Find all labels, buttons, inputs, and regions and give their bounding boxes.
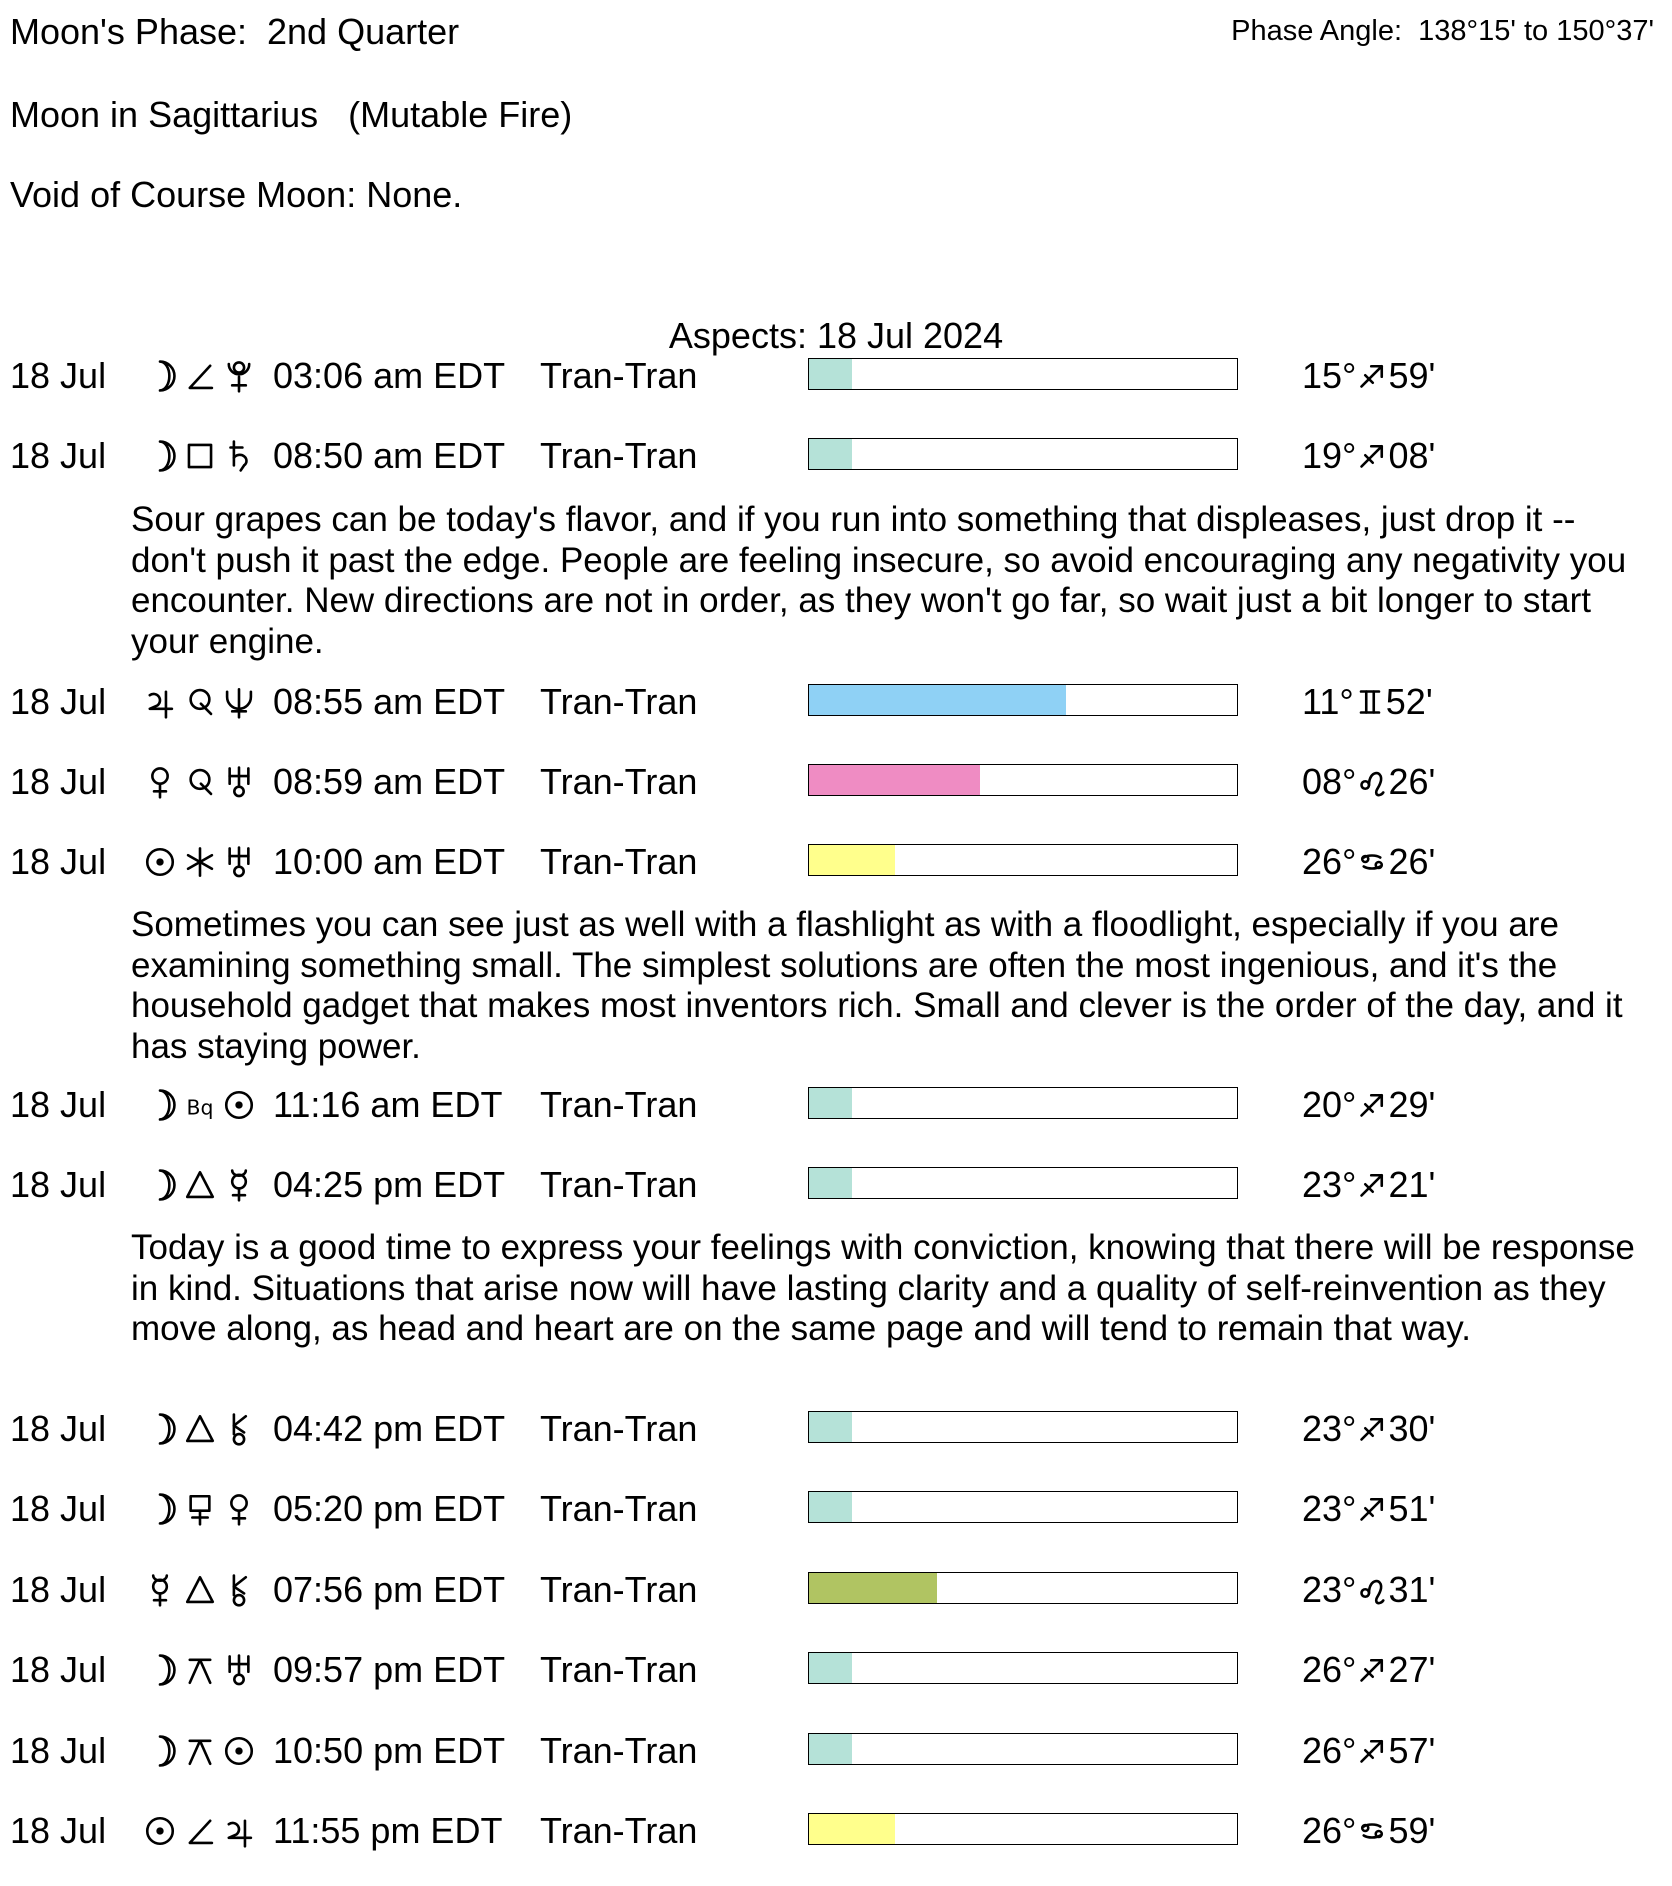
aspect-time: 10:00 am EDT [273, 841, 506, 882]
position-minutes: 26' [1388, 761, 1436, 802]
chiron-icon [222, 1570, 256, 1610]
neptune-icon [222, 682, 256, 722]
aspect-time: 11:55 pm EDT [273, 1810, 503, 1851]
moon-icon [143, 356, 177, 396]
position-minutes: 21' [1388, 1164, 1436, 1205]
strength-bar-fill [809, 1088, 852, 1118]
aspect-type: Tran-Tran [540, 761, 698, 802]
position-degrees: 26° [1302, 1810, 1357, 1851]
strength-bar [808, 358, 1238, 390]
uranus-icon [222, 762, 256, 802]
zodiac-position [1302, 1566, 1435, 1614]
cancer-icon [1357, 1814, 1387, 1848]
moon-icon [143, 1085, 177, 1125]
zodiac-position [1302, 1405, 1435, 1453]
aspect-date: 18 Jul [10, 681, 107, 722]
moon-phase: Moon's Phase: 2nd Quarter [10, 11, 460, 52]
aspect-type: Tran-Tran [540, 1488, 698, 1529]
zodiac-position [1302, 1485, 1435, 1533]
interpretation-text: Sour grapes can be today's flavor, and if you run into something that displeases, just drop it -- don't push it past the edge. People are feeling insecure, so avoid encouraging any negativity you encounter. New directions are not in order, as they won't go far, so wait just a bit longer to start your engine. [131, 500, 1627, 661]
aspect-date: 18 Jul [10, 841, 107, 882]
strength-bar-fill [809, 1653, 852, 1683]
position-degrees: 20° [1302, 1084, 1357, 1125]
position-degrees: 11° [1302, 681, 1354, 722]
strength-bar [808, 1167, 1238, 1199]
aspect-row [0, 352, 1672, 400]
jupiter-icon [222, 1811, 256, 1851]
sun-icon [143, 842, 177, 882]
aspect-row [0, 1405, 1672, 1453]
chiron-icon [222, 1409, 256, 1449]
aspect-row [0, 432, 1672, 480]
strength-bar [808, 1411, 1238, 1443]
trine-icon [183, 1570, 217, 1610]
leo-icon [1357, 765, 1387, 799]
moon-icon [143, 1731, 177, 1771]
aspect-type: Tran-Tran [540, 1569, 698, 1610]
zodiac-position [1302, 1807, 1435, 1855]
aspect-date: 18 Jul [10, 1084, 107, 1125]
quintile-icon [183, 682, 217, 722]
pluto-icon [222, 356, 256, 396]
aspect-date: 18 Jul [10, 1164, 107, 1205]
moon-icon [143, 1165, 177, 1205]
strength-bar-fill [809, 359, 852, 389]
position-minutes: 08' [1388, 435, 1436, 476]
strength-bar-fill [809, 765, 980, 795]
moon-icon [143, 1409, 177, 1449]
position-degrees: 19° [1302, 435, 1357, 476]
strength-bar [808, 1572, 1238, 1604]
position-degrees: 23° [1302, 1488, 1357, 1529]
aspect-date: 18 Jul [10, 435, 107, 476]
zodiac-position [1302, 1646, 1435, 1694]
sun-icon [222, 1085, 256, 1125]
position-degrees: 23° [1302, 1164, 1357, 1205]
aspect-type: Tran-Tran [540, 435, 698, 476]
jupiter-icon [143, 682, 177, 722]
aspect-date: 18 Jul [10, 1408, 107, 1449]
aspect-row [0, 838, 1672, 886]
gemini-icon [1355, 685, 1385, 719]
semisquare-icon [183, 356, 217, 396]
position-degrees: 15° [1302, 355, 1357, 396]
aspect-time: 08:55 am EDT [273, 681, 506, 722]
zodiac-position [1302, 1161, 1435, 1209]
strength-bar [808, 684, 1238, 716]
strength-bar [808, 764, 1238, 796]
saturn-icon [222, 436, 256, 476]
aspect-type: Tran-Tran [540, 1810, 698, 1851]
position-degrees: 26° [1302, 1730, 1357, 1771]
position-degrees: 23° [1302, 1408, 1357, 1449]
aspect-row [0, 1081, 1672, 1129]
aspect-type: Tran-Tran [540, 1649, 698, 1690]
aspect-time: 08:59 am EDT [273, 761, 506, 802]
strength-bar-fill [809, 1492, 852, 1522]
strength-bar [808, 844, 1238, 876]
aspect-date: 18 Jul [10, 1810, 107, 1851]
moon-icon [143, 436, 177, 476]
aspect-row [0, 1566, 1672, 1614]
phase-angle: Phase Angle: 138°15' to 150°37' [1231, 15, 1654, 47]
sun-icon [143, 1811, 177, 1851]
strength-bar-fill [809, 1573, 937, 1603]
trine-icon [183, 1409, 217, 1449]
uranus-icon [222, 842, 256, 882]
interpretation-text: Today is a good time to express your feelings with conviction, knowing that there will be response in kind. Situations that arise now will have lasting clarity and a quality of self-reinvention as they move along, as head and heart are on the same page and will tend to remain that way. [131, 1228, 1635, 1348]
strength-bar-fill [809, 845, 895, 875]
venus-icon [143, 762, 177, 802]
sesquiquadrate-icon [183, 1489, 217, 1529]
position-minutes: 52' [1385, 681, 1433, 722]
leo-icon [1357, 1573, 1387, 1607]
aspect-type: Tran-Tran [540, 1084, 698, 1125]
aspect-time: 07:56 pm EDT [273, 1569, 506, 1610]
position-degrees: 23° [1302, 1569, 1357, 1610]
quincunx-icon [183, 1650, 217, 1690]
venus-icon [222, 1489, 256, 1529]
zodiac-position [1302, 1081, 1435, 1129]
strength-bar [808, 1733, 1238, 1765]
zodiac-position [1302, 432, 1435, 480]
square-icon [183, 436, 217, 476]
aspect-row [0, 1161, 1672, 1209]
strength-bar-fill [809, 1734, 852, 1764]
aspects-title: Aspects: 18 Jul 2024 [668, 315, 1004, 356]
cancer-icon [1357, 845, 1387, 879]
position-minutes: 31' [1388, 1569, 1436, 1610]
aspect-row [0, 1807, 1672, 1855]
aspect-time: 08:50 am EDT [273, 435, 506, 476]
mercury-icon [143, 1570, 177, 1610]
sagittarius-icon [1357, 1492, 1387, 1526]
sextile-icon [183, 842, 217, 882]
void-of-course: Void of Course Moon: None. [10, 174, 463, 215]
strength-bar-fill [809, 1814, 895, 1844]
strength-bar [808, 1652, 1238, 1684]
quincunx-icon [183, 1731, 217, 1771]
biquintile-icon [183, 1085, 217, 1125]
aspect-time: 10:50 pm EDT [273, 1730, 506, 1771]
aspect-date: 18 Jul [10, 1569, 107, 1610]
aspect-type: Tran-Tran [540, 841, 698, 882]
position-minutes: 29' [1388, 1084, 1436, 1125]
mercury-icon [222, 1165, 256, 1205]
sagittarius-icon [1357, 1412, 1387, 1446]
sagittarius-icon [1357, 1088, 1387, 1122]
position-minutes: 59' [1388, 1810, 1436, 1851]
strength-bar-fill [809, 1412, 852, 1442]
strength-bar [808, 1087, 1238, 1119]
aspect-time: 05:20 pm EDT [273, 1488, 506, 1529]
aspect-row [0, 1646, 1672, 1694]
position-minutes: 51' [1388, 1488, 1436, 1529]
strength-bar-fill [809, 685, 1066, 715]
zodiac-position [1302, 838, 1435, 886]
sun-icon [222, 1731, 256, 1771]
position-degrees: 26° [1302, 841, 1357, 882]
aspect-type: Tran-Tran [540, 1408, 698, 1449]
trine-icon [183, 1165, 217, 1205]
position-degrees: 08° [1302, 761, 1357, 802]
aspect-row [0, 678, 1672, 726]
zodiac-position [1302, 1727, 1435, 1775]
semisquare-icon [183, 1811, 217, 1851]
moon-sign: Moon in Sagittarius (Mutable Fire) [10, 94, 573, 135]
position-minutes: 26' [1388, 841, 1436, 882]
strength-bar-fill [809, 1168, 852, 1198]
position-minutes: 27' [1388, 1649, 1436, 1690]
position-degrees: 26° [1302, 1649, 1357, 1690]
aspect-type: Tran-Tran [540, 1164, 698, 1205]
aspect-row [0, 758, 1672, 806]
uranus-icon [222, 1650, 256, 1690]
sagittarius-icon [1357, 359, 1387, 393]
aspect-time: 04:42 pm EDT [273, 1408, 506, 1449]
strength-bar-fill [809, 439, 852, 469]
aspect-date: 18 Jul [10, 761, 107, 802]
strength-bar [808, 438, 1238, 470]
aspect-time: 04:25 pm EDT [273, 1164, 506, 1205]
sagittarius-icon [1357, 1734, 1387, 1768]
strength-bar [808, 1491, 1238, 1523]
position-minutes: 59' [1388, 355, 1436, 396]
zodiac-position [1302, 678, 1433, 726]
moon-icon [143, 1650, 177, 1690]
aspect-time: 09:57 pm EDT [273, 1649, 506, 1690]
aspect-time: 11:16 am EDT [273, 1084, 503, 1125]
aspect-date: 18 Jul [10, 1488, 107, 1529]
aspect-type: Tran-Tran [540, 355, 698, 396]
aspect-time: 03:06 am EDT [273, 355, 506, 396]
aspect-date: 18 Jul [10, 1730, 107, 1771]
sagittarius-icon [1357, 439, 1387, 473]
svg-text:Bq: Bq [186, 1095, 214, 1120]
quintile-icon [183, 762, 217, 802]
aspect-type: Tran-Tran [540, 681, 698, 722]
sagittarius-icon [1357, 1653, 1387, 1687]
aspect-date: 18 Jul [10, 355, 107, 396]
aspect-row [0, 1485, 1672, 1533]
interpretation-text: Sometimes you can see just as well with a flashlight as with a floodlight, especially if you are examining something small. The simplest solutions are often the most ingenious, and it's the household gadget that makes most inventors rich. Small and clever is the order of the day, and it has staying power. [131, 905, 1623, 1066]
position-minutes: 30' [1388, 1408, 1436, 1449]
sagittarius-icon [1357, 1168, 1387, 1202]
position-minutes: 57' [1388, 1730, 1436, 1771]
moon-icon [143, 1489, 177, 1529]
aspect-row [0, 1727, 1672, 1775]
aspect-type: Tran-Tran [540, 1730, 698, 1771]
aspect-date: 18 Jul [10, 1649, 107, 1690]
strength-bar [808, 1813, 1238, 1845]
zodiac-position [1302, 758, 1435, 806]
zodiac-position [1302, 352, 1435, 400]
